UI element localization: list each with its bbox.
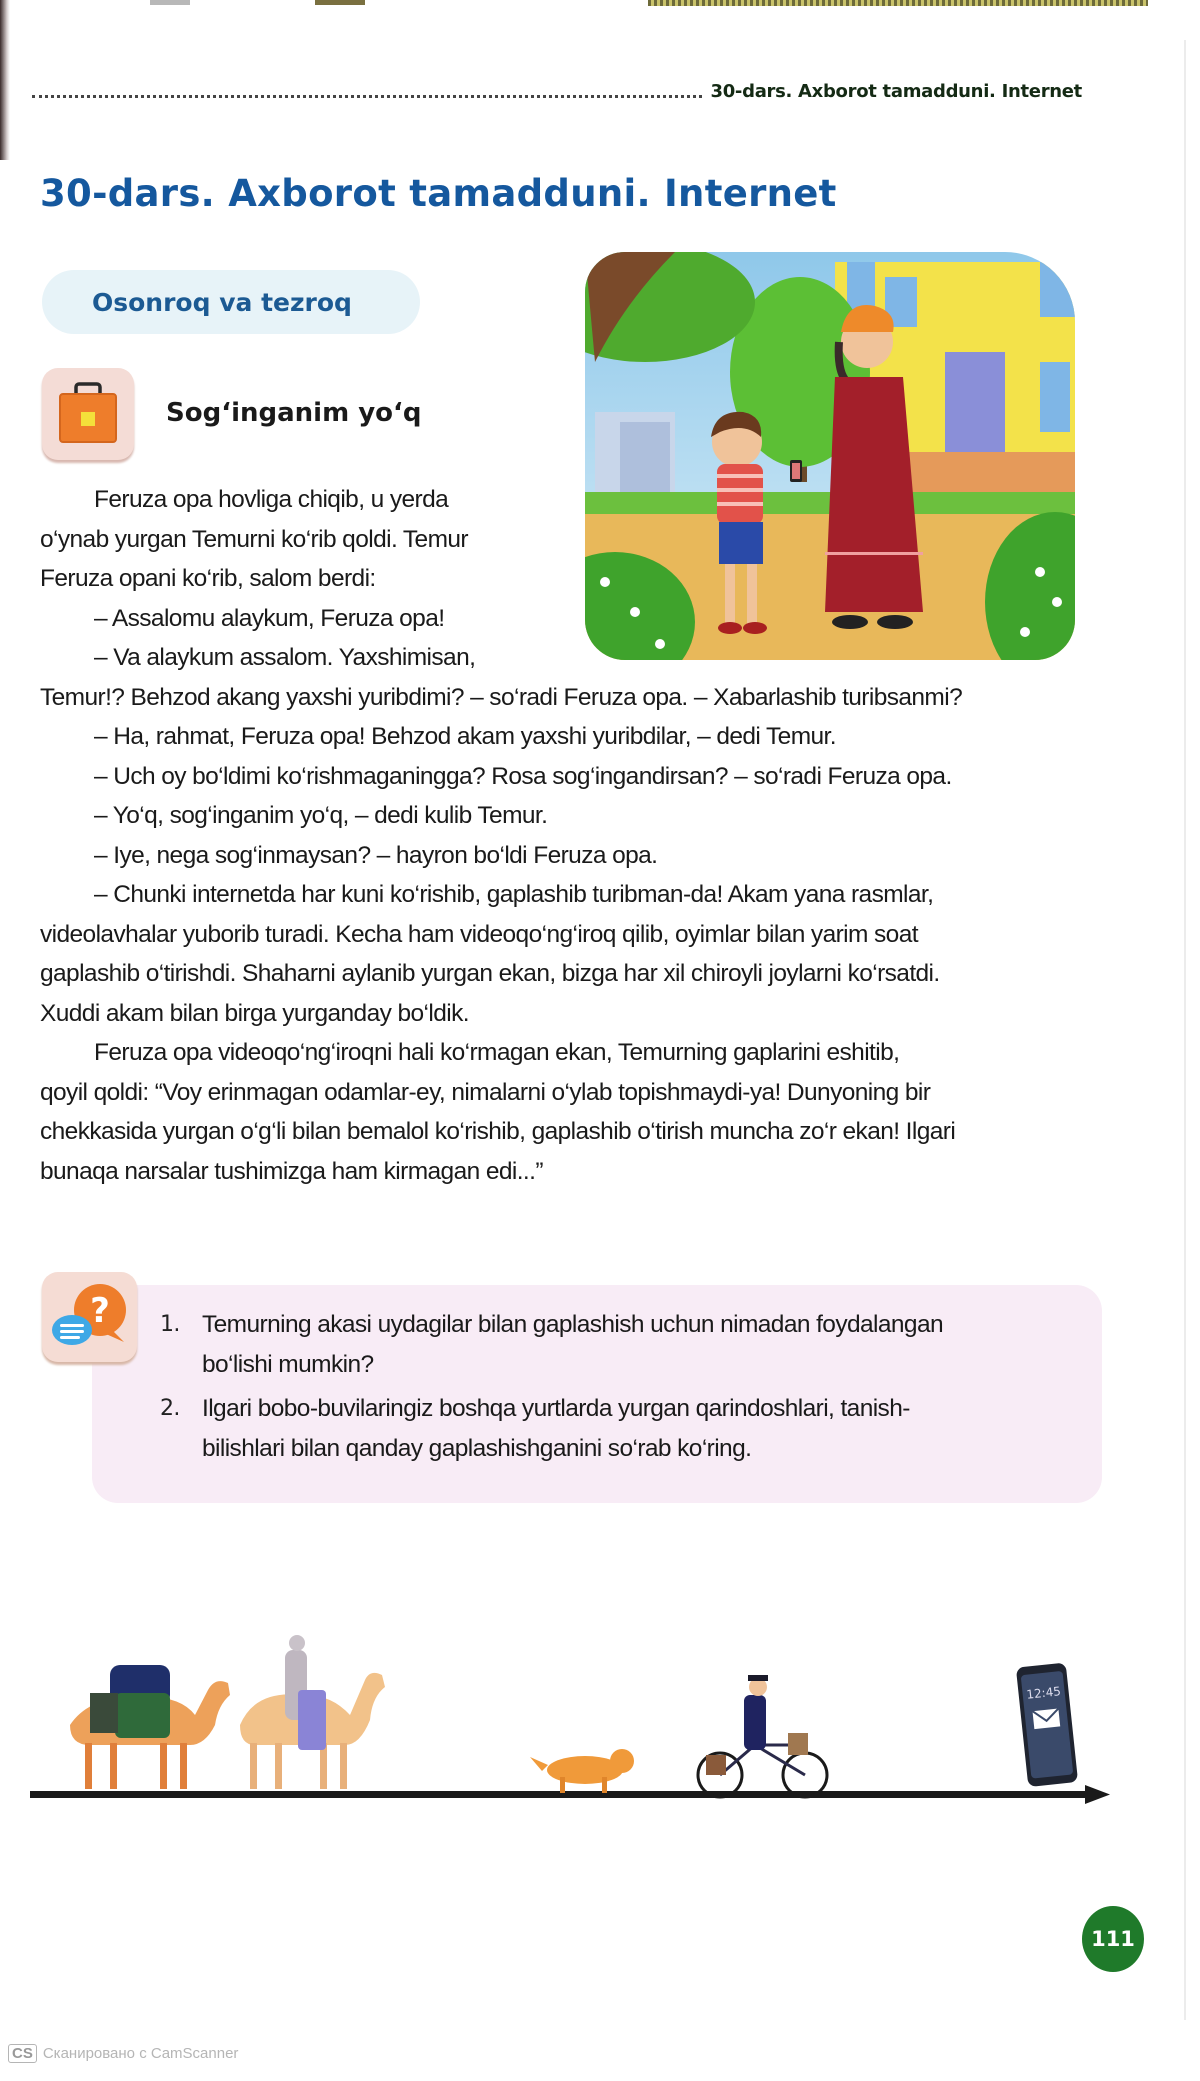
story-line: o‘ynab yurgan Temurni ko‘rib qoldi. Temur <box>40 525 468 553</box>
previous-page-edge <box>315 0 365 5</box>
section-heading: Sog‘inganim yo‘q <box>166 398 422 428</box>
story-line: gaplashib o‘tirishdi. Shaharni aylanib yurgan ekan, bizga har xil chiroyli joylarni ko‘rsatdi. <box>40 960 940 987</box>
scanner-watermark <box>8 2044 238 2063</box>
story-line: videolavhalar yuborib turadi. Kecha ham videoqo‘ng‘iroq qilib, oyimlar bilan yarim soat <box>40 920 918 948</box>
story-line: – Uch oy bo‘ldimi ko‘rishmaganingga? Rosa sog‘ingandirsan? – so‘radi Feruza opa. <box>94 762 952 790</box>
camel-icon <box>70 1665 230 1789</box>
previous-page-edge <box>648 0 1148 6</box>
story-line: – Va alaykum assalom. Yaxshimisan, <box>94 644 476 671</box>
story-line: – Chunki internetda har kuni ko‘rishib, gaplashib turibman-da! Akam yana rasmlar, <box>94 881 934 908</box>
story-line: – Iye, nega sog‘inmaysan? – hayron bo‘ldi Feruza opa. <box>94 841 658 869</box>
communication-timeline <box>30 1595 1130 1835</box>
page-edge <box>1184 40 1186 2020</box>
running-header <box>32 78 1082 102</box>
page-number-badge <box>1082 1906 1144 1972</box>
story-line: Feruza opa videoqo‘ng‘iroqni hali ko‘rmagan ekan, Temurning gaplarini eshitib, <box>94 1039 900 1066</box>
question-number: 2. <box>160 1396 180 1421</box>
questions-list <box>160 1305 1080 1469</box>
question-item <box>160 1389 1080 1469</box>
question-text: bo‘lishi mumkin? <box>202 1351 374 1378</box>
story-line: qoyil qoldi: “Voy erinmagan odamlar-ey, nimalarni o‘ylab topishmaydi-ya! Dunyoning bir <box>40 1078 931 1106</box>
question-text: bilishlari bilan qanday gaplashishganini so‘rab ko‘ring. <box>202 1435 752 1462</box>
story-line: – Ha, rahmat, Feruza opa! Behzod akam yaxshi yuribdilar, – dedi Temur. <box>94 723 836 750</box>
svg-text:?: ? <box>90 1291 110 1331</box>
scanner-watermark-text: Сканировано с CamScanner <box>42 2045 239 2062</box>
story-line: – Assalomu alaykum, Feruza opa! <box>94 604 445 632</box>
dotted-leader <box>32 85 702 98</box>
lesson-subtitle-pill <box>42 270 420 334</box>
smartphone-icon <box>1016 1663 1078 1788</box>
story-text <box>40 480 1100 1191</box>
camel-rider-icon <box>240 1635 385 1789</box>
question-text: Ilgari bobo-buvilaringiz boshqa yurtlarda yurgan qarindoshlari, tanish- <box>202 1395 910 1422</box>
question-chat-icon <box>42 1272 137 1362</box>
story-line: bunaqa narsalar tushimizga ham kirmagan edi...” <box>40 1157 543 1185</box>
dog-icon <box>530 1749 634 1793</box>
previous-page-edge <box>150 0 190 5</box>
camscanner-icon: CS <box>8 2044 37 2063</box>
story-line: Temur!? Behzod akang yaxshi yuribdimi? – so‘radi Feruza opa. – Xabarlashib turibsanmi? <box>40 683 963 711</box>
question-text: Temurning akasi uydagilar bilan gaplashish uchun nimadan foydalangan <box>202 1311 943 1338</box>
lesson-subtitle: Osonroq va tezroq <box>92 287 352 317</box>
postman-bicycle-icon <box>698 1675 827 1797</box>
story-line: – Yo‘q, sog‘inganim yo‘q, – dedi kulib Temur. <box>94 802 548 829</box>
briefcase-icon <box>42 368 134 460</box>
story-line: Feruza opa hovliga chiqib, u yerda <box>94 486 449 513</box>
page-number: 111 <box>1091 1927 1135 1951</box>
page-edge <box>0 0 10 160</box>
running-header-text: 30-dars. Axborot tamadduni. Internet <box>710 81 1082 102</box>
question-number: 1. <box>160 1312 180 1337</box>
story-line: Xuddi akam bilan birga yurganday bo‘ldik. <box>40 999 469 1027</box>
svg-text:12:45: 12:45 <box>1025 1684 1062 1702</box>
question-item <box>160 1305 1080 1385</box>
story-line: Feruza opani ko‘rib, salom berdi: <box>40 565 376 592</box>
story-line: chekkasida yurgan o‘g‘li bilan bemalol ko‘rishib, gaplashib o‘tirish muncha zo‘r ekan! Ilgari <box>40 1118 956 1145</box>
lesson-title: 30-dars. Axborot tamadduni. Internet <box>40 172 837 215</box>
